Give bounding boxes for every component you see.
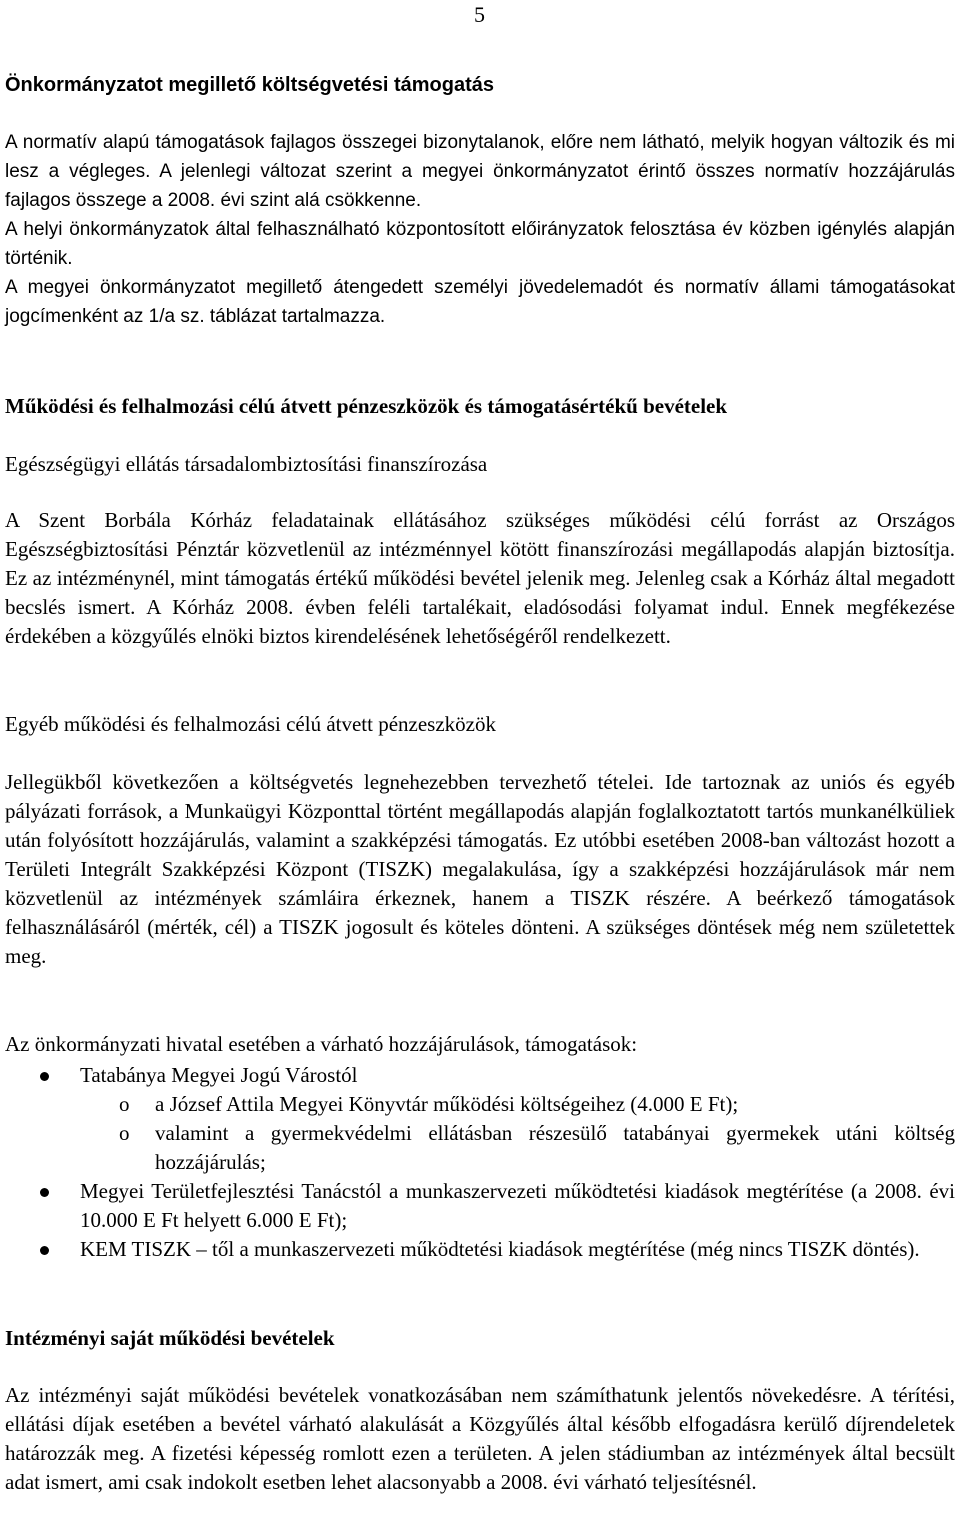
list-intro: Az önkormányzati hivatal esetében a várható hozzájárulások, támogatások: <box>5 1032 638 1056</box>
section-title-transferred-funds: Működési és felhalmozási célú átvett pénzeszközök és támogatásértékű bevételek <box>5 394 728 418</box>
section-title-budget-support: Önkormányzatot megillető költségvetési támogatás <box>5 74 495 96</box>
section-title-own-revenue: Intézményi saját működési bevételek <box>5 1326 335 1350</box>
paragraph-other-funds: Jellegükből következően a költségvetés legnehezebben tervezhető tételei. Ide tartoznak az uniós és egyéb pályázati források, a Munkaügyi Központtal történt megállapodás alapján foglalkoztatott tartós munkanélküliek után folyósított hozzájárulás, valamint a szakképzési támogatás. Ez utóbbi esetében 2008-ban változást hozott a Területi Integrált Szakképzési Központ (TISZK) megalakulása, így a szakképzési hozzájárulások már nem közvetlenül az intézmények számláira érkeznek, hanem a TISZK részére. A beérkező támogatások felhasználásáról (mérték, cél) a TISZK jogosult és köteles dönteni. A szükséges döntések még nem születettek meg. <box>5 770 955 968</box>
bullet-icon <box>40 1246 49 1255</box>
sub-list-item-text: valamint a gyermekvédelmi ellátásban részesülő tatabányai gyermekek utáni költség hozzájárulás; <box>155 1121 955 1174</box>
page-number: 5 <box>474 2 485 27</box>
list-item-text: Tatabánya Megyei Jogú Várostól <box>80 1063 358 1087</box>
bullet-icon <box>40 1188 49 1197</box>
section-budget-support-body <box>5 128 955 331</box>
list-item-text: KEM TISZK – től a munkaszervezeti működtetési kiadások megtérítése (még nincs TISZK döntés). <box>80 1237 920 1261</box>
subsection-title-health-financing: Egészségügyi ellátás társadalombiztosítási finanszírozása <box>5 452 488 476</box>
list-item <box>5 1235 955 1264</box>
list-item <box>5 1061 955 1177</box>
circle-bullet-icon: o <box>119 1092 130 1116</box>
sub-list-item-text: a József Attila Megyei Könyvtár működési költségeihez (4.000 E Ft); <box>155 1092 739 1116</box>
paragraph: A normatív alapú támogatások fajlagos összegei bizonytalanok, előre nem látható, melyik hogyan változik és mi lesz a végleges. A jelenlegi változat szerint a megyei önkormányzatot érintő összes normatív hozzájárulás fajlagos összege a 2008. évi szint alá csökkenne. <box>5 132 955 211</box>
list-item <box>5 1177 955 1235</box>
sub-list-item <box>80 1119 955 1177</box>
sub-list-item <box>80 1090 955 1119</box>
contributions-list <box>5 1061 955 1264</box>
bullet-icon <box>40 1072 49 1081</box>
list-item-text: Megyei Területfejlesztési Tanácstól a munkaszervezeti működtetési kiadások megtérítése (a 2008. évi 10.000 E Ft helyett 6.000 E Ft); <box>80 1179 955 1232</box>
paragraph-health-financing: A Szent Borbála Kórház feladatainak ellátásához szükséges működési célú forrást az Országos Egészségbiztosítási Pénztár közvetlenül az intézménnyel kötött finanszírozási megállapodás alapján biztosítja. Ez az intézménynél, mint támogatás értékű működési bevétel jelenik meg. Jelenleg csak a Kórház által megadott becslés ismert. A Kórház 2008. évben feléli tartalékait, eladósodási folyamat indul. Ennek megfékezése érdekében a közgyűlés elnöki biztos kirendelésének lehetőségéről rendelkezett. <box>5 508 955 648</box>
subsection-title-other-funds: Egyéb működési és felhalmozási célú átvett pénzeszközök <box>5 712 496 736</box>
paragraph-own-revenue: Az intézményi saját működési bevételek vonatkozásában nem számíthatunk jelentős növekedésre. A térítési, ellátási díjak esetében a bevétel várható alakulását a Közgyűlés által később elfogadásra kerülő díjrendeletek határozzák meg. A fizetési képesség romlott ezen a területen. A jelen stádiumban az intézmények által becsült adat ismert, ami csak indokolt esetben lehet alacsonyabb a 2008. évi várható teljesítésnél. <box>5 1383 955 1494</box>
paragraph: A helyi önkormányzatok által felhasználható központosított előirányzatok felosztása év közben igénylés alapján történik. <box>5 219 955 269</box>
paragraph: A megyei önkormányzatot megillető átengedett személyi jövedelemadót és normatív állami támogatásokat jogcímenként az 1/a sz. táblázat tartalmazza. <box>5 277 955 327</box>
circle-bullet-icon: o <box>119 1121 130 1145</box>
